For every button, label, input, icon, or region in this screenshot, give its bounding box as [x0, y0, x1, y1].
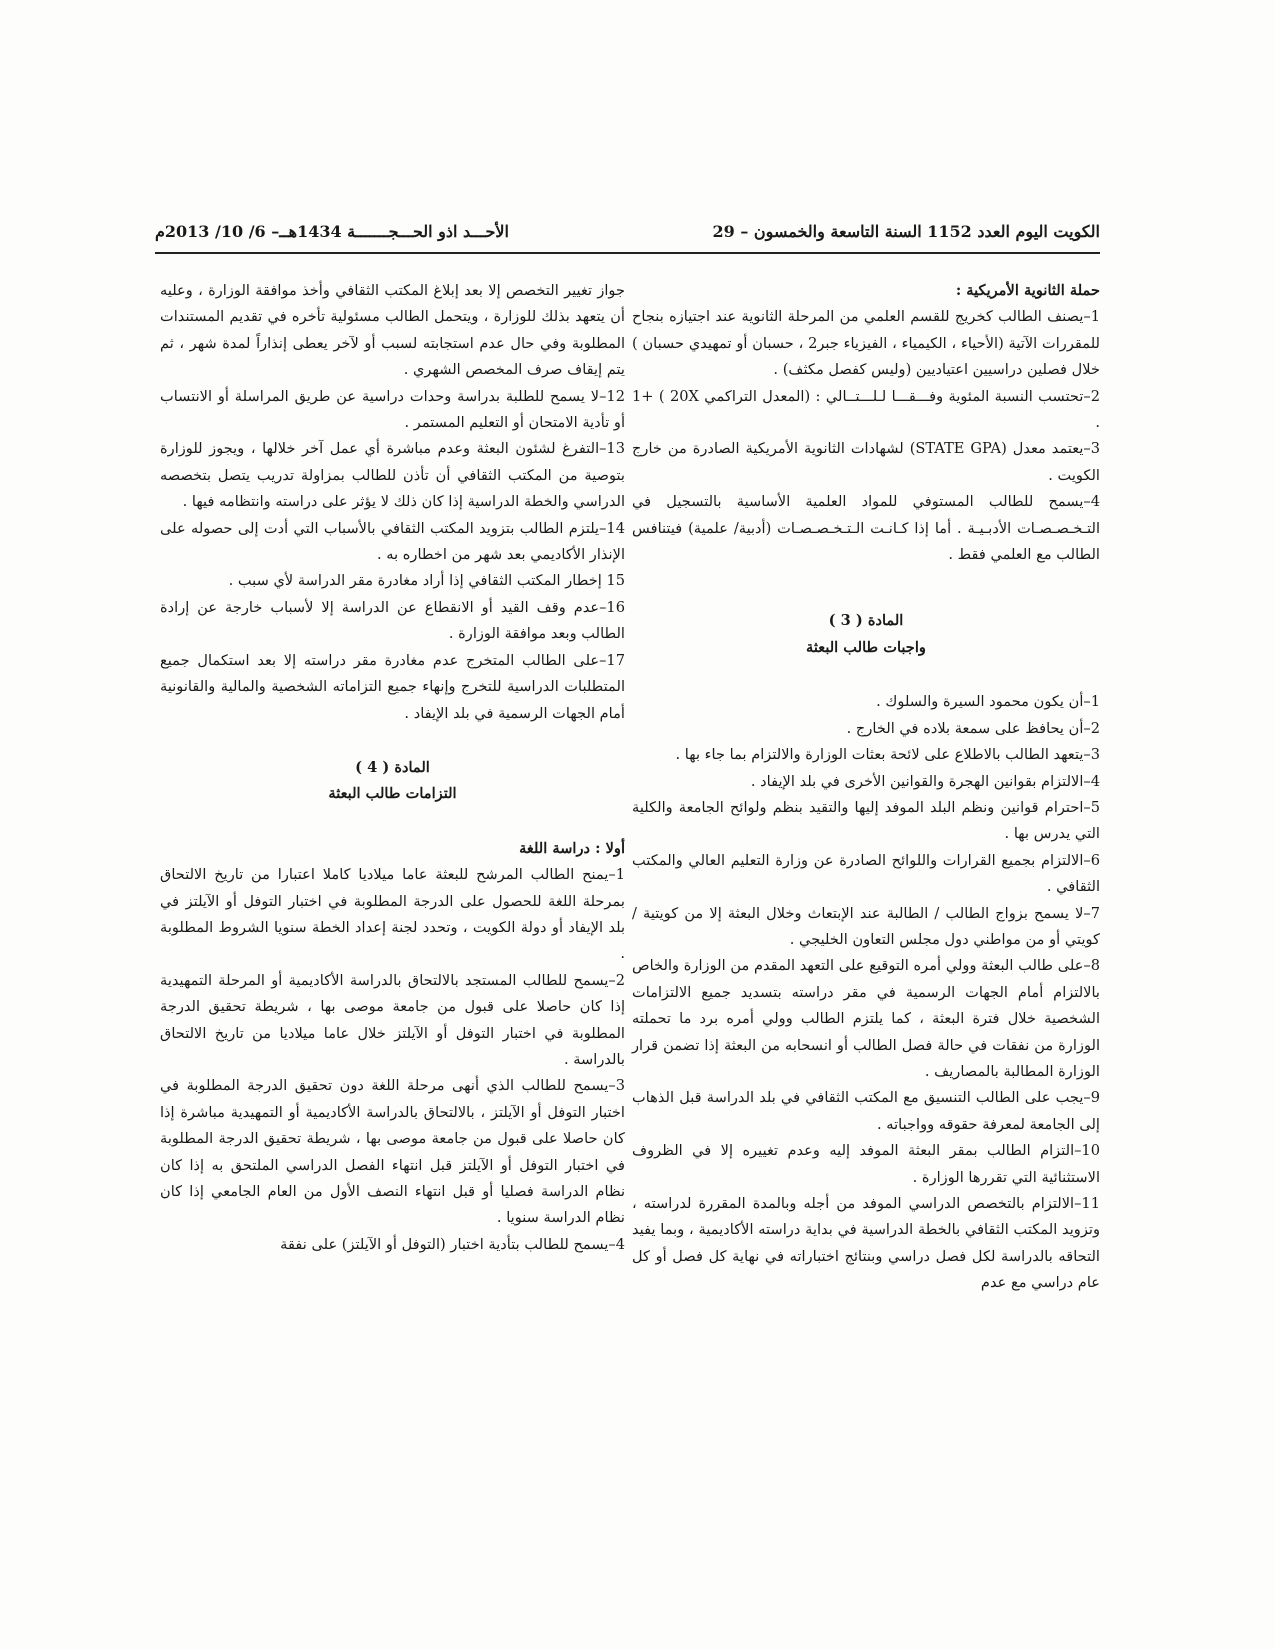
list-item: 10–التزام الطالب بمقر البعثة الموفد إليه وعدم تغييره إلا في الظروف الاستثنائية التي تقررها الوزارة . [632, 1142, 1100, 1186]
section-heading-american-secondary: حملة الثانوية الأمريكية : [955, 282, 1100, 299]
header-publication-info: الكويت اليوم العدد 1152 السنة التاسعة والخمسون – 29 [712, 222, 1100, 241]
continuation-paragraph: جواز تغيير التخصص إلا بعد إبلاغ المكتب الثقافي وأخذ موافقة الوزارة ، وعليه أن يتعهد بذلك للوزارة ، ويتحمل الطالب مسئولية تأخره في تقديم المستندات المطلوبة وفي حال عدم استجابته لسبب أو لآخر يعطى إنذاراً لمدة شهر ، ثم يتم إيقاف صرف المخصص الشهري . [160, 282, 625, 379]
left-column [160, 278, 625, 1258]
list-item: 6–الالتزام بجميع القرارات واللوائح الصادرة عن وزارة التعليم العالي والمكتب الثقافي . [632, 851, 1100, 896]
list-item: 12–لا يسمح للطلبة بدراسة وحدات دراسية عن طريق المراسلة أو الانتساب أو تأدية الامتحان أو التعليم المستمر . [160, 387, 625, 432]
article-4-subtitle: التزامات طالب البعثة [328, 785, 457, 803]
list-item: 5–احترام قوانين ونظم البلد الموفد إليها والتقيد بنظم ولوائح الجامعة والكلية التي يدرس بها . [632, 798, 1100, 843]
list-item: 17–على الطالب المتخرج عدم مغادرة مقر دراسته إلا بعد استكمال جميع المتطلبات الدراسية للتخرج وإنهاء جميع التزاماته الشخصية والمالية والقانونية أمام الجهات الرسمية في بلد الإيفاد . [160, 651, 625, 722]
list-item: 2–أن يحافظ على سمعة بلاده في الخارج . [846, 719, 1100, 737]
list-item: 14–يلتزم الطالب بتزويد المكتب الثقافي بالأسباب التي أدت إلى حصوله على الإنذار الأكاديمي بعد شهر من اخطاره به . [160, 519, 625, 564]
list-item: 3–يتعهد الطالب بالاطلاع على لائحة بعثات الوزارة والالتزام بما جاء بها . [675, 746, 1100, 764]
list-item: 11–الالتزام بالتخصص الدراسي الموفد من أجله وبالمدة المقررة لدراسته ، وتزويد المكتب الثقافي بالخطة الدراسية في بداية دراسته الأكاديمية ، وبما يفيد التحاقه بالدراسة لكل فصل دراسي وبنتائج اختباراته في نهاية كل فصل أو كل عام دراسي مع عدم [632, 1195, 1100, 1292]
section-heading-language-study: أولا : دراسة اللغة [519, 839, 625, 857]
list-item: 3–يعتمد معدل (STATE GPA) لشهادات الثانوية الأمريكية الصادرة من خارج الكويت . [632, 440, 1100, 484]
spacer [160, 808, 625, 836]
spacer [632, 661, 1100, 689]
spacer [160, 727, 625, 755]
right-column [632, 278, 1100, 1297]
list-item: 2–تحتسب النسبة المئوية وفـــقـــا لـلـــتــالي : (المعدل التراكمي 20X ) +1 . [632, 387, 1100, 432]
list-item: 1–يصنف الطالب كخريج للقسم العلمي من المرحلة الثانوية عند اجتيازه بنجاح للمقررات الآتية (الأحياء ، الكيمياء ، الفيزياء جبر2 ، حسبان أو تمهيدي حسبان ) خلال فصلين دراسيين اعتياديين (وليس كفصل مكثف) . [632, 308, 1100, 379]
list-item: 2–يسمح للطالب المستجد بالالتحاق بالدراسة الأكاديمية أو المرحلة التمهيدية إذا كان حاصلا على قبول من جامعة موصى بها ، شريطة تحقيق الدرجة المطلوبة في اختبار التوفل أو الآيلتز خلال عاما ميلاديا من تاريخ الالتحاق بالدراسة . [160, 971, 625, 1068]
list-item: 1–يمنح الطالب المرشح للبعثة عاما ميلاديا كاملا اعتبارا من تاريخ الالتحاق بمرحلة اللغة للحصول على الدرجة المطلوبة في اختبار التوفل أو الآيلتز في بلد الإيفاد أو دولة الكويت ، وتحدد لجنة إعداد الخطة سنويا الشروط المطلوبة . [160, 866, 625, 963]
list-item: 9–يجب على الطالب التنسيق مع المكتب الثقافي في بلد الدراسة قبل الذهاب إلى الجامعة لمعرفة حقوقه وواجباته . [632, 1089, 1100, 1133]
header-date: الأحـــد اذو الحـــجـــــــة 1434هــ– 6/ 10/ 2013م [155, 222, 509, 241]
list-item: 3–يسمح للطالب الذي أنهى مرحلة اللغة دون تحقيق الدرجة المطلوبة في اختبار التوفل أو الآيلتز ، بالالتحاق بالدراسة الأكاديمية أو التمهيدية مباشرة إذا كان حاصلا على قبول من جامعة موصى بها ، شريطة تحقيق الدرجة المطلوبة في اختبار التوفل أو الآيلتز قبل انتهاء الفصل الدراسي الملتحق به إذا كان نظام الدراسة فصليا أو قبل انتهاء النصف الأول من العام الجامعي إذا كان نظام الدراسة سنويا . [160, 1077, 625, 1227]
article-3-subtitle: واجبات طالب البعثة [806, 638, 926, 656]
list-item: 4–الالتزام بقوانين الهجرة والقوانين الأخرى في بلد الإيفاد . [750, 772, 1100, 790]
list-item: 4–يسمح للطالب بتأدية اختبار (التوفل أو الآيلتز) على نفقة [280, 1235, 625, 1253]
article-3-title: المادة ( 3 ) [828, 612, 904, 630]
list-item: 7–لا يسمح بزواج الطالب / الطالبة عند الإبتعاث وخلال البعثة إلا من كويتية / كويتي أو من مواطني دول مجلس التعاون الخليجي . [632, 904, 1100, 948]
page-header [155, 222, 1100, 254]
list-item: 16–عدم وقف القيد أو الانقطاع عن الدراسة إلا لأسباب خارجة عن إرادة الطالب وبعد موافقة الوزارة . [160, 598, 625, 643]
list-item: 4–يسمح للطالب المستوفي للمواد العلمية الأساسية بالتسجيل في التـخـصـصـات الأدبـيـة . أما إذا كـانـت الـتـخـصـصـات (أدبية/ علمية) فيتنافس الطالب مع العلمي فقط . [632, 493, 1100, 564]
article-4-title: المادة ( 4 ) [355, 758, 430, 776]
list-item: 1–أن يكون محمود السيرة والسلوك . [876, 693, 1100, 711]
list-item: 8–على طالب البعثة وولي أمره التوقيع على التعهد المقدم من الوزارة والخاص بالالتزام أمام الجهات الرسمية في مقر دراسته بتسديد جميع الالتزامات الشخصية خلال فترة البعثة ، كما يلتزم الطالب وولي أمره برد ما تحملته الوزارة من نفقات في حالة فصل الطالب أو انسحابه من البعثة إذا تضمن قرار الوزارة المطالبة بالمصاريف . [632, 957, 1100, 1080]
list-item: 15 إخطار المكتب الثقافي إذا أراد مغادرة مقر الدراسة لأي سبب . [228, 572, 625, 590]
list-item: 13–التفرغ لشئون البعثة وعدم مباشرة أي عمل آخر خلالها ، ويجوز للوزارة بتوصية من المكتب الثقافي أن تأذن للطالب بمزاولة تدريب يتصل بتخصصه الدراسي والخطة الدراسية إذا كان ذلك لا يؤثر على دراسته وانتظامه فيها . [160, 440, 625, 511]
spacer [632, 568, 1100, 608]
